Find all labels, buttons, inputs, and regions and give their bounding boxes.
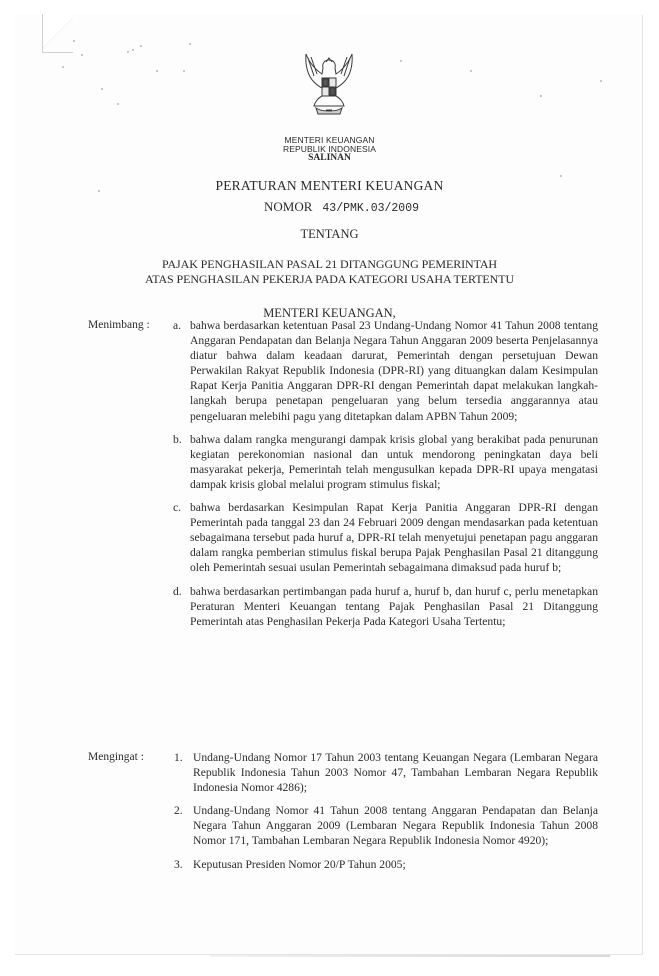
- scan-speck: [400, 60, 402, 62]
- recalling-item-1: [174, 750, 598, 795]
- scan-speck: [73, 40, 75, 42]
- scan-speck: [600, 80, 602, 82]
- recalling-label: Mengingat :: [88, 751, 144, 763]
- scan-speck: [470, 70, 472, 72]
- scan-speck: [560, 175, 562, 177]
- regulation-number: [12, 199, 659, 215]
- considering-item-c: [173, 500, 598, 575]
- item-text: Undang-Undang Nomor 17 Tahun 2003 tentang Keuangan Negara (Lembaran Negara Republik Indonesia Tahun 2003 Nomor 47, Tambahan Lembaran Negara Republik Indonesia Nomor 4286);: [193, 751, 598, 795]
- scan-speck: [101, 88, 103, 90]
- scan-edge: [210, 955, 610, 957]
- item-marker: 1.: [174, 751, 183, 764]
- considering-label: Menimbang :: [88, 319, 150, 331]
- number-label: NOMOR: [263, 199, 313, 214]
- item-marker: 3.: [174, 857, 183, 871]
- number-value: 43/PMK.03/2009: [322, 202, 420, 215]
- issuer-heading: MENTERI KEUANGAN,: [263, 306, 396, 320]
- scan-speck: [117, 103, 119, 105]
- scan-speck: [81, 54, 83, 56]
- considering-item-a: [173, 318, 598, 424]
- recalling-list: [174, 750, 598, 880]
- scan-speck: [156, 70, 158, 72]
- item-text: bahwa berdasarkan pertimbangan pada huruf a, huruf b, dan huruf c, perlu menetapkan Peraturan Menteri Keuangan tentang Pajak Penghasilan Pasal 21 Ditanggung Pemerintah atas Penghasilan Pekerja Pada Kategori Usaha Tertentu;: [190, 584, 598, 628]
- copy-stamp: SALINAN: [308, 153, 351, 163]
- scan-speck: [189, 43, 191, 45]
- scan-speck: [183, 70, 185, 72]
- folded-corner: [42, 14, 73, 53]
- recalling-item-3: [174, 857, 598, 872]
- item-marker: 2.: [174, 804, 183, 818]
- about-heading: TENTANG: [300, 227, 359, 241]
- item-text: bahwa berdasarkan Kesimpulan Rapat Kerja Panitia Anggaran DPR-RI dengan Pemerintah pada tanggal 23 dan 24 Februari 2009 dengan mendasarkan pada ketentuan sebagaimana tersebut pada huruf a, DPR-RI telah menyetujui penetapan pagu anggaran dalam rangka pemberian stimulus fiskal berupa Pajak Penghasilan Pasal 21 ditanggung oleh Pemerintah sesuai usulan Pemerintah sebagaimana dimaksud pada huruf b;: [190, 501, 598, 575]
- item-text: bahwa berdasarkan ketentuan Pasal 23 Undang-Undang Nomor 41 Tahun 2008 tentang Anggaran Pendapatan dan Belanja Negara Tahun Anggaran 2009 beserta Penjelasannya diatur bahwa dalam keadaan darurat, Pemerintah dengan persetujuan Dewan Perwakilan Rakyat Republik Indonesia (DPR-RI) yang dituangkan dalam Kesimpulan Rapat Kerja Panitia Anggaran DPR-RI dengan Pemerintah dapat melakukan langkah-langkah berupa penetapan pengeluaran yang belum tersedia anggarannya atau pengeluaran melebihi pagu yang ditetapkan dalam APBN Tahun 2009;: [190, 319, 598, 423]
- item-marker: b.: [173, 432, 182, 446]
- item-marker: d.: [173, 584, 182, 598]
- scan-speck: [62, 66, 64, 68]
- item-text: Undang-Undang Nomor 41 Tahun 2008 tentang Anggaran Pendapatan dan Belanja Negara Tahun Anggaran 2009 (Lembaran Negara Republik Indonesia Tahun 2008 Nomor 171, Tambahan Lembaran Negara Republik Indonesia Nomor 4920);: [193, 804, 598, 848]
- regulation-title: PERATURAN MENTERI KEUANGAN: [215, 178, 444, 193]
- considering-list: [173, 318, 598, 637]
- considering-item-b: [173, 432, 598, 492]
- scan-speck: [127, 51, 129, 53]
- considering-item-d: [173, 584, 598, 629]
- recalling-item-2: [174, 803, 598, 848]
- subject-line-2: ATAS PENGHASILAN PEKERJA PADA KATEGORI USAHA TERTENTU: [144, 272, 515, 286]
- item-marker: c.: [173, 501, 182, 515]
- letterhead-line-2: REPUBLIK INDONESIA: [283, 144, 376, 154]
- subject-line-1: PAJAK PENGHASILAN PASAL 21 DITANGGUNG PEMERINTAH: [162, 257, 497, 271]
- item-text: bahwa dalam rangka mengurangi dampak krisis global yang berakibat pada penurunan kegiatan perekonomian nasional dan untuk mendorong peningkatan daya beli masyarakat pekerja, Pemerintah telah mengusulkan kepada DPR-RI upaya mengatasi dampak krisis global melalui program stimulus fiskal;: [190, 432, 598, 491]
- scan-speck: [140, 45, 142, 47]
- letterhead-line-1: MENTERI KEUANGAN: [284, 135, 375, 145]
- item-marker: a.: [173, 319, 182, 332]
- scan-speck: [540, 95, 542, 97]
- item-text: Keputusan Presiden Nomor 20/P Tahun 2005;: [193, 857, 406, 871]
- scan-speck: [132, 49, 134, 51]
- garuda-emblem-icon: [302, 52, 356, 120]
